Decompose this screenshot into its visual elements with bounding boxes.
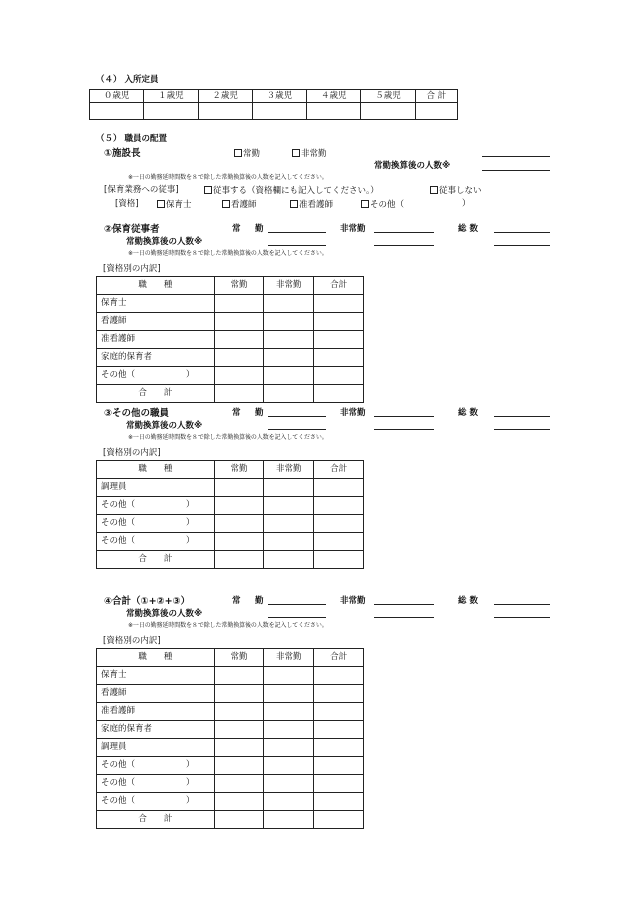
- capacity-input-cell[interactable]: [90, 103, 144, 120]
- childcare-sum-cell[interactable]: [314, 385, 364, 403]
- grand-fte-part-line[interactable]: [374, 617, 434, 618]
- childcare-input-cell[interactable]: [264, 331, 314, 349]
- director-duty-label: [保育業務への従事]: [104, 185, 179, 195]
- other-sum-cell[interactable]: [264, 551, 314, 569]
- grand-input-cell[interactable]: [214, 739, 264, 757]
- other-fte-full-line[interactable]: [268, 429, 326, 430]
- other-input-cell[interactable]: [264, 479, 314, 497]
- director-qual-label: [資格]: [115, 199, 139, 209]
- grand-row-label: 調理員: [97, 739, 215, 757]
- grand-table-row: [97, 775, 364, 793]
- checkbox-icon: [234, 149, 242, 157]
- director-full-label: 常勤: [243, 149, 261, 159]
- other-header-type: 職 種: [97, 461, 215, 479]
- childcare-fte-total-line[interactable]: [494, 245, 550, 246]
- other-input-cell[interactable]: [214, 533, 264, 551]
- childcare-part-label: 非常勤: [340, 224, 366, 234]
- staff-title: （５） 職員の配置: [96, 134, 167, 144]
- childcare-breakdown-label: [資格別の内訳]: [103, 264, 161, 274]
- grand-input-cell[interactable]: [214, 793, 264, 811]
- capacity-header-cell: ５歳児: [361, 90, 415, 103]
- director-duty-yes-checkbox[interactable]: [204, 186, 379, 196]
- grand-table-row: [97, 757, 364, 775]
- grand-total-label: 総数: [458, 596, 482, 606]
- other-input-cell[interactable]: [314, 479, 364, 497]
- childcare-fte-label: 常勤換算後の人数※: [126, 237, 203, 247]
- grand-input-cell[interactable]: [314, 685, 364, 703]
- grand-input-cell[interactable]: [264, 667, 314, 685]
- director-fte-label: 常勤換算後の人数※: [374, 161, 451, 171]
- grand-header-type: 職 種: [97, 649, 215, 667]
- childcare-sum-row: [97, 385, 364, 403]
- checkbox-icon: [204, 186, 212, 194]
- grand-sum-cell[interactable]: [214, 811, 264, 829]
- childcare-input-cell[interactable]: [214, 295, 264, 313]
- grand-input-cell[interactable]: [314, 667, 364, 685]
- grand-input-cell[interactable]: [214, 721, 264, 739]
- childcare-breakdown-table: [96, 276, 364, 403]
- checkbox-icon: [292, 149, 300, 157]
- checkbox-icon: [290, 200, 298, 208]
- childcare-input-cell[interactable]: [264, 349, 314, 367]
- grand-total-line[interactable]: [494, 604, 550, 605]
- grand-input-cell[interactable]: [314, 739, 364, 757]
- grand-input-cell[interactable]: [314, 721, 364, 739]
- grand-row-label: その他（ ）: [97, 793, 215, 811]
- childcare-fte-full-line[interactable]: [268, 245, 326, 246]
- grand-table-row: [97, 685, 364, 703]
- childcare-row-label: 家庭的保育者: [97, 349, 215, 367]
- grand-row-label: 家庭的保育者: [97, 721, 215, 739]
- grand-sum-cell[interactable]: [314, 811, 364, 829]
- grand-input-cell[interactable]: [214, 667, 264, 685]
- grand-table-row: [97, 793, 364, 811]
- other-breakdown-table: [96, 460, 364, 569]
- grand-row-label: 保育士: [97, 667, 215, 685]
- childcare-total-label: 総数: [458, 224, 482, 234]
- childcare-row-label: 看護師: [97, 313, 215, 331]
- other-table-row: [97, 497, 364, 515]
- grand-input-cell[interactable]: [264, 703, 314, 721]
- director-note: ※一日の勤務延時間数を８で除した常勤換算後の人数を記入してください。: [128, 174, 328, 181]
- capacity-input-cell[interactable]: [144, 103, 198, 120]
- other-input-cell[interactable]: [264, 497, 314, 515]
- other-header-full: 常勤: [214, 461, 264, 479]
- director-fte-line[interactable]: [482, 170, 550, 171]
- childcare-note: ※一日の勤務延時間数を８で除した常勤換算後の人数を記入してください。: [128, 250, 328, 257]
- childcare-input-cell[interactable]: [314, 349, 364, 367]
- childcare-input-cell[interactable]: [264, 313, 314, 331]
- checkbox-icon: [157, 200, 165, 208]
- other-input-cell[interactable]: [214, 479, 264, 497]
- childcare-part-line[interactable]: [374, 232, 434, 233]
- other-table-row: [97, 479, 364, 497]
- other-header-sum: 合計: [314, 461, 364, 479]
- childcare-fte-part-line[interactable]: [374, 245, 434, 246]
- capacity-header-cell: 合 計: [415, 90, 457, 103]
- capacity-header-cell: １歳児: [144, 90, 198, 103]
- other-full-line[interactable]: [268, 416, 326, 417]
- capacity-input-cell[interactable]: [252, 103, 306, 120]
- grand-input-cell[interactable]: [264, 721, 314, 739]
- childcare-full-line[interactable]: [268, 232, 326, 233]
- capacity-header-cell: ４歳児: [307, 90, 361, 103]
- other-fte-total-line[interactable]: [494, 429, 550, 430]
- grand-input-cell[interactable]: [264, 775, 314, 793]
- other-part-line[interactable]: [374, 416, 434, 417]
- childcare-row-label: 准看護師: [97, 331, 215, 349]
- childcare-header-sum: 合計: [314, 277, 364, 295]
- grand-input-cell[interactable]: [314, 703, 364, 721]
- grand-input-cell[interactable]: [314, 757, 364, 775]
- checkbox-icon: [222, 200, 230, 208]
- grand-full-label: 常 勤: [232, 596, 267, 606]
- grand-input-cell[interactable]: [214, 703, 264, 721]
- other-sum-label: 合 計: [97, 551, 215, 569]
- childcare-header-full: 常勤: [214, 277, 264, 295]
- other-fte-part-line[interactable]: [374, 429, 434, 430]
- childcare-table-row: [97, 367, 364, 385]
- grand-breakdown-table: [96, 648, 364, 829]
- grand-input-cell[interactable]: [264, 739, 314, 757]
- childcare-header-type: 職 種: [97, 277, 215, 295]
- childcare-full-label: 常 勤: [232, 224, 267, 234]
- childcare-label: ②保育従事者: [104, 224, 160, 235]
- capacity-header-cell: ３歳児: [252, 90, 306, 103]
- director-label: ①施設長: [104, 148, 141, 159]
- childcare-table-row: [97, 313, 364, 331]
- other-input-cell[interactable]: [264, 515, 314, 533]
- director-part-checkbox[interactable]: [292, 149, 327, 159]
- capacity-input-cell[interactable]: [415, 103, 457, 120]
- qual-nurse-label: 看護師: [231, 200, 257, 210]
- other-row-label: その他（ ）: [97, 533, 215, 551]
- grand-sum-cell[interactable]: [264, 811, 314, 829]
- director-duty-no-label: 従事しない: [439, 186, 482, 196]
- other-full-label: 常 勤: [232, 408, 267, 418]
- grand-header-sum: 合計: [314, 649, 364, 667]
- childcare-sum-cell[interactable]: [264, 385, 314, 403]
- childcare-input-cell[interactable]: [314, 331, 364, 349]
- capacity-header-cell: ０歳児: [90, 90, 144, 103]
- qual-other-label: その他（: [370, 200, 405, 210]
- other-total-line[interactable]: [494, 416, 550, 417]
- other-label: ③その他の職員: [104, 408, 170, 419]
- capacity-table: [89, 89, 458, 120]
- director-duty-yes-label: 従事する（資格欄にも記入してください。）: [213, 186, 379, 196]
- grand-row-label: その他（ ）: [97, 775, 215, 793]
- grand-fte-label: 常勤換算後の人数※: [126, 609, 203, 619]
- other-fte-label: 常勤換算後の人数※: [126, 421, 203, 431]
- other-row-label: その他（ ）: [97, 515, 215, 533]
- qual-other-checkbox[interactable]: [361, 200, 404, 210]
- director-part-label: 非常勤: [301, 149, 327, 159]
- childcare-input-cell[interactable]: [314, 367, 364, 385]
- grand-sum-row: [97, 811, 364, 829]
- other-input-cell[interactable]: [314, 533, 364, 551]
- other-header-part: 非常勤: [264, 461, 314, 479]
- other-row-label: その他（ ）: [97, 497, 215, 515]
- qual-nurse-checkbox[interactable]: [222, 200, 257, 210]
- qual-hoikushi-label: 保育士: [166, 200, 192, 210]
- grand-row-label: 看護師: [97, 685, 215, 703]
- childcare-sum-label: 合 計: [97, 385, 215, 403]
- childcare-input-cell[interactable]: [314, 313, 364, 331]
- childcare-table-row: [97, 295, 364, 313]
- grand-table-row: [97, 667, 364, 685]
- other-input-cell[interactable]: [214, 497, 264, 515]
- other-input-cell[interactable]: [214, 515, 264, 533]
- grand-input-cell[interactable]: [264, 793, 314, 811]
- childcare-sum-cell[interactable]: [214, 385, 264, 403]
- qual-assoc-nurse-checkbox[interactable]: [290, 200, 333, 210]
- capacity-input-cell[interactable]: [198, 103, 252, 120]
- other-table-row: [97, 533, 364, 551]
- other-sum-cell[interactable]: [214, 551, 264, 569]
- grand-input-cell[interactable]: [314, 775, 364, 793]
- grand-breakdown-label: [資格別の内訳]: [103, 636, 161, 646]
- childcare-total-line[interactable]: [494, 232, 550, 233]
- grand-row-label: その他（ ）: [97, 757, 215, 775]
- grand-table-row: [97, 703, 364, 721]
- childcare-input-cell[interactable]: [214, 313, 264, 331]
- childcare-input-cell[interactable]: [314, 295, 364, 313]
- grand-row-label: 准看護師: [97, 703, 215, 721]
- childcare-input-cell[interactable]: [214, 331, 264, 349]
- checkbox-icon: [361, 200, 369, 208]
- grand-table-row: [97, 721, 364, 739]
- other-total-label: 総数: [458, 408, 482, 418]
- grand-input-cell[interactable]: [214, 757, 264, 775]
- other-input-cell[interactable]: [314, 515, 364, 533]
- other-part-label: 非常勤: [340, 408, 366, 418]
- capacity-title: （４） 入所定員: [96, 75, 159, 85]
- childcare-header-part: 非常勤: [264, 277, 314, 295]
- grand-input-cell[interactable]: [314, 793, 364, 811]
- qual-hoikushi-checkbox[interactable]: [157, 200, 192, 210]
- other-sum-cell[interactable]: [314, 551, 364, 569]
- grand-input-cell[interactable]: [214, 685, 264, 703]
- other-breakdown-label: [資格別の内訳]: [103, 448, 161, 458]
- other-input-cell[interactable]: [264, 533, 314, 551]
- childcare-input-cell[interactable]: [264, 367, 314, 385]
- qual-other-close: ）: [462, 199, 471, 209]
- grand-input-cell[interactable]: [264, 757, 314, 775]
- childcare-row-label: その他（ ）: [97, 367, 215, 385]
- other-sum-row: [97, 551, 364, 569]
- capacity-input-cell[interactable]: [307, 103, 361, 120]
- grand-note: ※一日の勤務延時間数を８で除した常勤換算後の人数を記入してください。: [128, 622, 328, 629]
- other-row-label: 調理員: [97, 479, 215, 497]
- director-count-line[interactable]: [482, 156, 550, 157]
- other-note: ※一日の勤務延時間数を８で除した常勤換算後の人数を記入してください。: [128, 434, 328, 441]
- childcare-row-label: 保育士: [97, 295, 215, 313]
- childcare-input-cell[interactable]: [214, 349, 264, 367]
- other-input-cell[interactable]: [314, 497, 364, 515]
- capacity-header-cell: ２歳児: [198, 90, 252, 103]
- grand-input-cell[interactable]: [264, 685, 314, 703]
- director-full-checkbox[interactable]: [234, 149, 260, 159]
- grand-header-full: 常勤: [214, 649, 264, 667]
- capacity-input-cell[interactable]: [361, 103, 415, 120]
- grand-full-line[interactable]: [268, 604, 326, 605]
- childcare-input-cell[interactable]: [264, 295, 314, 313]
- grand-fte-total-line[interactable]: [494, 617, 550, 618]
- grand-part-label: 非常勤: [340, 596, 366, 606]
- grand-header-part: 非常勤: [264, 649, 314, 667]
- qual-assoc-nurse-label: 准看護師: [299, 200, 334, 210]
- childcare-table-row: [97, 331, 364, 349]
- grand-sum-label: 合 計: [97, 811, 215, 829]
- grand-input-cell[interactable]: [214, 775, 264, 793]
- grand-label: ④合計（①+②+③）: [104, 596, 191, 607]
- grand-part-line[interactable]: [374, 604, 434, 605]
- childcare-input-cell[interactable]: [214, 367, 264, 385]
- grand-table-row: [97, 739, 364, 757]
- childcare-table-row: [97, 349, 364, 367]
- checkbox-icon: [430, 186, 438, 194]
- director-duty-no-checkbox[interactable]: [430, 186, 482, 196]
- grand-fte-full-line[interactable]: [268, 617, 326, 618]
- other-table-row: [97, 515, 364, 533]
